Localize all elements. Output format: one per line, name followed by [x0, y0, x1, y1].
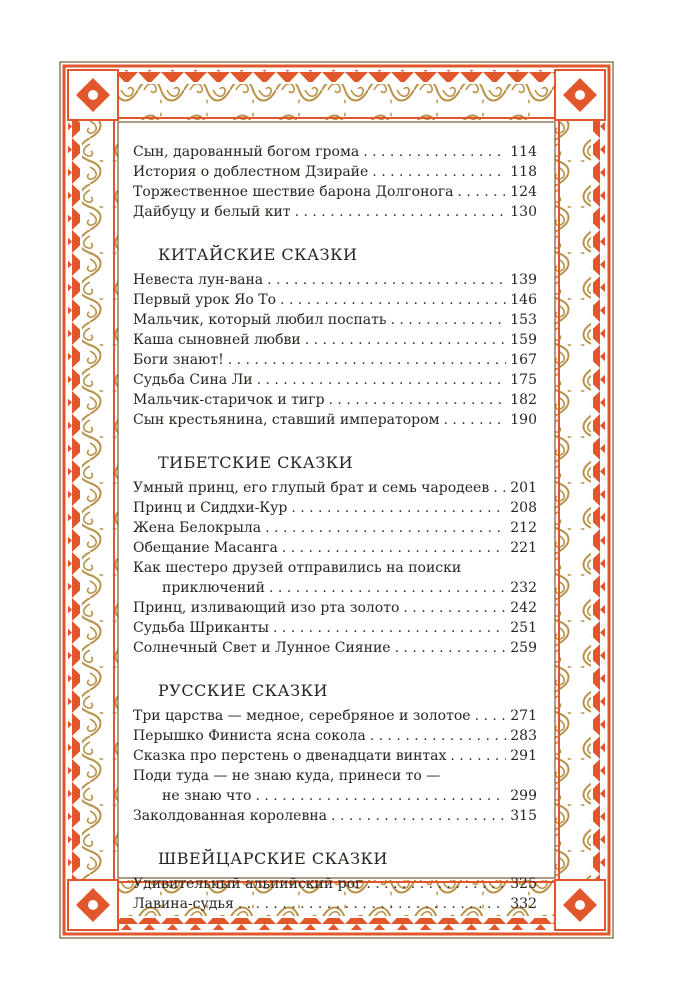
toc-entry-title: Лавина-судья	[133, 896, 234, 912]
toc-entry-page: 242	[510, 600, 537, 616]
toc-entry-title: Умный принц, его глупый брат и семь чародеев	[133, 480, 490, 496]
toc-entry-page: 201	[510, 480, 537, 496]
toc-entry-page: 315	[510, 808, 537, 824]
toc-entry-page: 190	[510, 412, 537, 428]
toc-entry-title: Мальчик-старичок и тигр	[133, 392, 325, 408]
toc-entry-title: Поди туда — не знаю куда, принеси то —	[133, 768, 441, 784]
toc-entry-title: Как шестеро друзей отправились на поиски	[133, 560, 462, 576]
toc-entry[interactable]	[133, 390, 537, 410]
dot-leader	[291, 498, 506, 518]
section-heading-tibetan: ТИБЕТСКИЕ СКАЗКИ	[158, 453, 354, 472]
toc-entry-title: Удивительный альпийский рог	[133, 876, 363, 892]
toc-entry-title: Дайбуцу и белый кит	[133, 204, 291, 220]
dot-leader	[238, 894, 506, 914]
toc-entry-title: Сказка про перстень о двенадцати винтах	[133, 748, 447, 764]
toc-entry-page: 159	[510, 332, 537, 348]
toc-entry-title: История о доблестном Дзирайе	[133, 164, 369, 180]
toc-entry[interactable]	[133, 806, 537, 826]
toc-entry-page: 251	[510, 620, 537, 636]
toc-entry-title: Боги знают!	[133, 352, 224, 368]
dot-leader	[257, 370, 507, 390]
toc-entry-title: Торжественное шествие барона Долгонога	[133, 184, 454, 200]
section-list-swiss	[133, 874, 537, 914]
dot-leader	[372, 162, 506, 182]
dot-leader	[280, 290, 506, 310]
toc-entry-page: 182	[510, 392, 537, 408]
toc-entry-title: Судьба Шриканты	[133, 620, 270, 636]
dot-leader	[363, 142, 506, 162]
toc-entry[interactable]	[133, 538, 537, 558]
toc-entry[interactable]	[133, 478, 537, 498]
dot-leader	[255, 786, 506, 806]
toc-entry-title: Принц и Сиддхи-Кур	[133, 500, 288, 516]
toc-entry[interactable]	[133, 142, 537, 162]
toc-entry[interactable]	[133, 746, 537, 766]
toc-entry-page: 271	[510, 708, 537, 724]
toc-entry-title-continued: приключений	[162, 580, 265, 596]
toc-entry-page: 232	[510, 580, 537, 596]
toc-entry[interactable]	[133, 330, 537, 350]
toc-entry-title: Первый урок Яо То	[133, 292, 277, 308]
dot-leader	[370, 726, 507, 746]
toc-entry-page: 291	[510, 748, 537, 764]
section-list-russian	[133, 706, 537, 826]
toc-entry[interactable]	[133, 706, 537, 726]
section-heading-chinese: КИТАЙСКИЕ СКАЗКИ	[158, 245, 358, 264]
toc-entry[interactable]	[133, 162, 537, 182]
toc-entry[interactable]	[133, 518, 537, 538]
dot-leader	[395, 638, 507, 658]
toc-entry-title: Жена Белокрыла	[133, 520, 262, 536]
toc-entry-title: Три царства — медное, серебряное и золотое	[133, 708, 471, 724]
toc-entry-page: 221	[510, 540, 537, 556]
toc-entry[interactable]	[133, 558, 537, 598]
toc-entry-page: 130	[510, 204, 537, 220]
dot-leader	[282, 538, 506, 558]
dot-leader	[228, 350, 507, 370]
top-entries-list	[133, 142, 537, 222]
dot-leader	[366, 874, 506, 894]
toc-entry[interactable]	[133, 618, 537, 638]
toc-entry-page: 124	[510, 184, 537, 200]
dot-leader	[295, 202, 507, 222]
toc-entry[interactable]	[133, 726, 537, 746]
toc-entry-page: 167	[510, 352, 537, 368]
toc-entry-title: Перышко Финиста ясна сокола	[133, 728, 366, 744]
toc-entry-page: 153	[510, 312, 537, 328]
toc-entry-page: 175	[510, 372, 537, 388]
dot-leader	[265, 518, 506, 538]
toc-entry[interactable]	[133, 410, 537, 430]
toc-entry[interactable]	[133, 370, 537, 390]
toc-entry-page: 139	[510, 272, 537, 288]
toc-entry-page: 212	[510, 520, 537, 536]
toc-entry-title: Обещание Масанга	[133, 540, 278, 556]
toc-entry[interactable]	[133, 270, 537, 290]
toc-entry-page: 325	[510, 876, 537, 892]
toc-entry[interactable]	[133, 182, 537, 202]
dot-leader	[450, 746, 506, 766]
dot-leader	[475, 706, 507, 726]
toc-entry[interactable]	[133, 498, 537, 518]
toc-entry-page: 299	[510, 788, 537, 804]
dot-leader	[269, 578, 506, 598]
section-list-tibetan	[133, 478, 537, 658]
toc-entry-title-continued: не знаю что	[162, 788, 252, 804]
toc-entry[interactable]	[133, 290, 537, 310]
toc-entry-page: 332	[510, 896, 537, 912]
toc-entry[interactable]	[133, 598, 537, 618]
toc-entry[interactable]	[133, 310, 537, 330]
toc-entry-title: Сын крестьянина, ставший императором	[133, 412, 440, 428]
section-heading-russian: РУССКИЕ СКАЗКИ	[158, 681, 328, 700]
dot-leader	[329, 390, 507, 410]
dot-leader	[267, 270, 506, 290]
dot-leader	[331, 806, 506, 826]
toc-entry[interactable]	[133, 202, 537, 222]
toc-entry-page: 114	[510, 144, 537, 160]
toc-entry-page: 146	[510, 292, 537, 308]
toc-entry-title: Невеста лун-вана	[133, 272, 264, 288]
toc-entry-title: Судьба Сина Ли	[133, 372, 253, 388]
toc-entry-title: Солнечный Свет и Лунное Сияние	[133, 640, 391, 656]
toc-entry-page: 118	[510, 164, 537, 180]
dot-leader	[305, 330, 507, 350]
dot-leader	[391, 310, 507, 330]
dot-leader	[273, 618, 506, 638]
toc-entry-page: 259	[510, 640, 537, 656]
toc-entry-title: Принц, изливающий изо рта золото	[133, 600, 400, 616]
toc-entry-title: Каша сыновней любви	[133, 332, 301, 348]
section-heading-swiss: ШВЕЙЦАРСКИЕ СКАЗКИ	[158, 849, 388, 868]
toc-entry-title: Сын, дарованный богом грома	[133, 144, 360, 160]
dot-leader	[443, 410, 506, 430]
toc-entry[interactable]	[133, 350, 537, 370]
toc-entry-title: Мальчик, который любил поспать	[133, 312, 387, 328]
dot-leader	[458, 182, 507, 202]
dot-leader	[403, 598, 506, 618]
dot-leader	[493, 478, 506, 498]
toc-entry[interactable]	[133, 894, 537, 914]
table-of-contents	[133, 142, 537, 914]
toc-entry-page: 283	[510, 728, 537, 744]
toc-entry-title: Заколдованная королевна	[133, 808, 328, 824]
toc-entry-page: 208	[510, 500, 537, 516]
section-list-chinese	[133, 270, 537, 430]
toc-entry[interactable]	[133, 874, 537, 894]
toc-entry[interactable]	[133, 638, 537, 658]
toc-entry[interactable]	[133, 766, 537, 806]
